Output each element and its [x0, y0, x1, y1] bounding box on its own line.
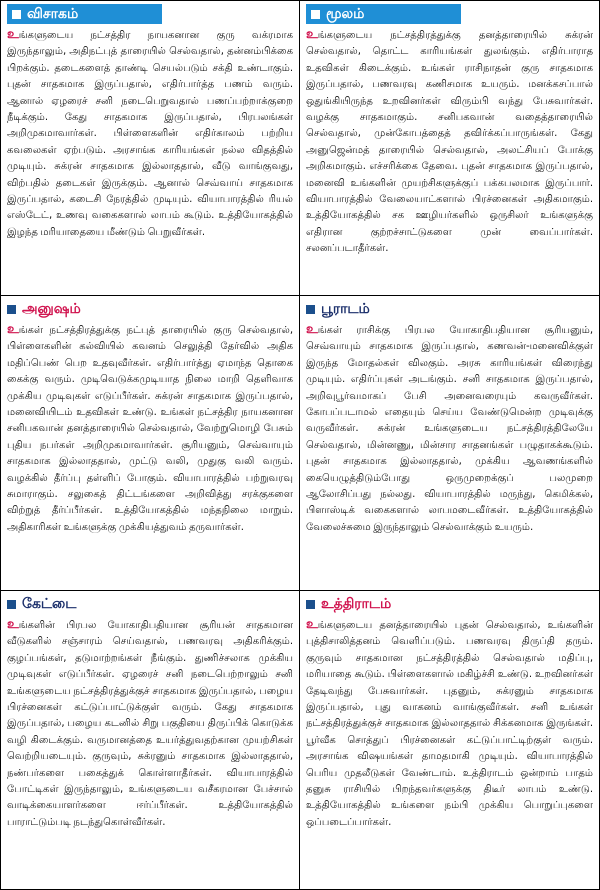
drop-letter: உ — [306, 617, 318, 632]
section-text: ங்களுடைய தனத்தாரையில் புதன் செல்வதால், உங்களின் புத்திசாலித்தனம் வெளிப்படும். பணவரவு திருப்தி தரும். குருவும் சாதகமான நட்சத்திரத்தில் செல்வதால் மதிப்பு, மரியாதை கூடும். பிள்ளைகளால் மகிழ்ச்சி உண்டு. உறவினர்கள் தேடிவந்து பேசுவார்கள். புதனும், சுக்ரனும் சாதகமாக இருப்பதால், புது வாகனம் வாங்குவீர்கள். சனி உங்கள் நட்சத்திரத்துக்குச் சாதகமாக இல்லாததால் சிக்கனமாக இருங்கள். பூர்வீக சொத்துப் பிரச்னைகள் கட்டுப்பாட்டிற்குள் வரும். அரசாங்க விஷயங்கள் தாமதமாகி முடியும். வியாபாரத்தில் பெரிய முதலீடுகள் வேண்டாம். உத்திராடம் ஒன்றாம் பாதம் தனுசு ராசியில் பிறந்தவர்களுக்கு திடீர் லாபம் உண்டு. உத்தியோகத்தில் உங்களை நம்பி முக்கிய பொறுப்புகளை ஒப்படைப்பார்கள். — [306, 620, 593, 828]
section-body — [7, 617, 293, 831]
section-title: பூராடம் — [321, 301, 370, 317]
drop-letter: உ — [306, 322, 318, 337]
section-body — [306, 27, 593, 258]
section-text: ங்களுடைய நட்சத்திரத்துக்கு தனத்தாரையில் சுக்ரன் செல்வதால், தொட்ட காரியங்கள் துலங்கும். எதிர்பாராத உதவிகள் கிடைக்கும். உங்கள் ராசிநாதன் குரு சாதகமாக இருப்பதால், பணவரவு கணிசமாக உயரும். மனக்கசப்பால் ஒதுங்கியிருந்த உறவினர்கள் விரும்பி வந்து பேசுவார்கள். வழக்கு சாதகமாகும். சனிபகவான் வதைத்தாரையில் செல்வதால், முன்கோபத்தைத் தவிர்க்கப்பாருங்கள். கேது அனுஜென்மத் தாரையில் செல்வதால், அலட்சியப் போக்கு அறிகமாகும். எச்சரிக்கை தேவை. புதன் சாதகமாக இருப்பதால், மனைவி உங்களின் முயற்சிகளுக்குப் பக்கபலமாக இருப்பார். வியாபாரத்தில் வேலையாட்களால் பிரச்னைகள் அதிகமாகும். உத்தியோகத்தில் சக ஊழியர்களில் ஒருசிலர் உங்களுக்கு எதிரான குற்றச்சாட்டுகளை முன் வைப்பார்கள். சலனப்படாதீர்கள். — [306, 30, 593, 255]
section-header — [7, 4, 162, 24]
square-bullet-icon — [12, 10, 21, 19]
section-body — [7, 322, 293, 536]
section-visakam — [1, 1, 300, 296]
section-header — [306, 4, 461, 24]
square-bullet-icon — [306, 305, 315, 314]
section-header — [7, 299, 293, 319]
section-text: ங்களுடைய நட்சத்திர நாயகனான குரு வக்ரமாக இருந்தாலும், அதிநட்புத் தாரையில் செல்வதால், தன்னம்பிக்கை பிறக்கும். தடைகளைத் தாண்டி செயல்படும் சக்தி உண்டாகும். புதன் சாதகமாக இருப்பதால், எதிர்பார்த்த பணம் வரும். ஆனால் ஏழரைச் சனி நடைபெறுவதால் பணப்பற்றாக்குறை நீடிக்கும். கேது சாதகமாக இருப்பதால், பிரபலங்கள் அறிமுகமாவார்கள். பிள்ளைகளின் எதிர்காலம் பற்றிய கவலைகள் ஏற்படும். அரசாங்க காரியங்கள் நல்ல விதத்தில் முடியும். சுக்ரன் சாதகமாக இல்லாததால், வீடு வாங்குவது, விற்பதில் தடைகள் இருக்கும். ஆனால் செவ்வாய் சாதகமாக இருப்பதால், கடைசி நேரத்தில் முடியும். வியாபாரத்தில் ரியல் எஸ்டேட், உணவு வகைகளால் லாபம் கூடும். உத்தியோகத்தில் இழந்த மரியாதையை மீண்டும் பெறுவீர்கள். — [7, 30, 293, 238]
drop-letter: உ — [306, 27, 318, 42]
section-text: ங்கள் ராசிக்கு பிரபல யோகாதிபதியான சூரியனும், செவ்வாயும் சாதகமாக இருப்பதால், கணவன்-மனைவிக்குள் இருந்த மோதல்கள் விலகும். அரசு காரியங்கள் விரைந்து முடியும். எதிர்ப்புகள் அடங்கும். சனி சாதகமாக இருப்பதால், அறிவுபூர்வமாகப் பேசி அனைவரையும் கவருவீர்கள். கோபப்படாமல் எதையும் செய்ய வேண்டுமென்ற முடிவுக்கு வருவீர்கள். சுக்ரன் உங்களுடைய நட்சத்திரத்திலேயே செல்வதால், மின்னணு, மின்சார சாதனங்கள் பழுதாகக்கூடும். புதன் சாதகமாக இல்லாததால், முக்கிய ஆவணங்களில் கையெழுத்திடும்போது ஒருமுறைக்குப் பலமுறை ஆலோசிப்பது நல்லது. வியாபாரத்தில் மருந்து, கெமிக்கல், பிளாஸ்டிக் வகைகளால் லாபமடைவீர்கள். உத்தியோகத்தில் வேலைச்சுமை இருந்தாலும் செல்வாக்கும் உயரும். — [306, 325, 593, 533]
section-text: ங்களின் பிரபல யோகாதிபதியான சூரியன் சாதகமான வீடுகளில் சஞ்சாரம் செய்வதால், பணவரவு அதிகரிக்கும். குழப்பங்கள், தடுமாற்றங்கள் நீங்கும். துணிச்சலாக முக்கிய முடிவுகள் எடுப்பீர்கள். ஏழரைச் சனி நடைபெற்றாலும் சனி உங்களுடைய நட்சத்திரத்துக்குச் சாதகமாக இருப்பதால், பழைய பிரச்னைகள் கட்டுப்பாட்டுக்குள் வரும். கேது சாதகமாக இருப்பதால், பழைய கடனில் சிறு பகுதியை திருப்பிக் கொடுக்க வழி கிடைக்கும். வருமானத்தை உயர்த்துவதற்கான முயற்சிகள் வெற்றியடையும். குருவும், சுக்ரனும் சாதகமாக இல்லாததால், நண்பர்களை பகைத்துக் கொள்ளாதீர்கள். வியாபாரத்தில் போட்டிகள் இருந்தாலும், உங்களுடைய வசீகரமான பேச்சால் வாடிக்கையாளர்களை ஈர்ப்பீர்கள். உத்தியோகத்தில் பாராட்டும்படி நடந்துகொள்வீர்கள். — [7, 620, 293, 828]
section-title: உத்திராடம் — [321, 596, 392, 612]
section-header — [7, 594, 293, 614]
section-title: அனுஷம் — [22, 301, 81, 317]
section-body — [7, 27, 293, 241]
section-title: மூலம் — [326, 6, 365, 22]
section-body — [306, 617, 593, 831]
section-moolam — [300, 1, 599, 296]
section-header — [306, 299, 593, 319]
drop-letter: உ — [7, 617, 19, 632]
square-bullet-icon — [306, 600, 315, 609]
section-kettai — [1, 591, 300, 889]
section-header — [306, 594, 593, 614]
section-title: விசாகம் — [27, 6, 79, 22]
section-title: கேட்டை — [22, 596, 77, 612]
square-bullet-icon — [7, 305, 16, 314]
section-uthiradam — [300, 591, 599, 889]
section-body — [306, 322, 593, 536]
section-pooradam — [300, 296, 599, 591]
section-text: ங்கள் நட்சத்திரத்துக்கு நட்புத் தாரையில் குரு செல்வதால், பிள்ளைகளின் கல்வியில் கவனம் செலுத்தி தேர்வில் அதிக மதிப்பெண் பெற உதவுவீர்கள். எதிர்பார்த்து ஏமாந்த தொகை கைக்கு வரும். முடிவெடுக்கமுடியாத நிலை மாறி தெளிவாக முக்கிய முடிவுகள் எடுப்பீர்கள். சுக்ரன் சாதகமாக இருப்பதால், மனைவியிடம் உதவிகள் உண்டு. உங்கள் நட்சத்திர நாயகனான சனிபகவான் தனத்தாரையில் செல்வதால், வேற்றுமொழி பேசும் புதிய நபர்கள் அறிமுகமாவார்கள். சூரியனும், செவ்வாயும் சாதகமாக இல்லாததால், முட்டு வலி, முதுகு வலி வரும். வழக்கில் தீர்ப்பு தள்ளிப் போகும். வியாபாரத்தில் பற்றுவரவு சுமாராகும். சலுகைத் திட்டங்களை அறிவித்து சரக்குகளை விற்றுத் தீர்ப்பீர்கள். உத்தியோகத்தில் மந்தநிலை மாறும். அதிகாரிகள் உங்களுக்கு முக்கியத்துவம் தருவார்கள். — [7, 325, 293, 533]
square-bullet-icon — [7, 600, 16, 609]
drop-letter: உ — [7, 322, 19, 337]
section-anusham — [1, 296, 300, 591]
square-bullet-icon — [311, 10, 320, 19]
drop-letter: உ — [7, 27, 19, 42]
